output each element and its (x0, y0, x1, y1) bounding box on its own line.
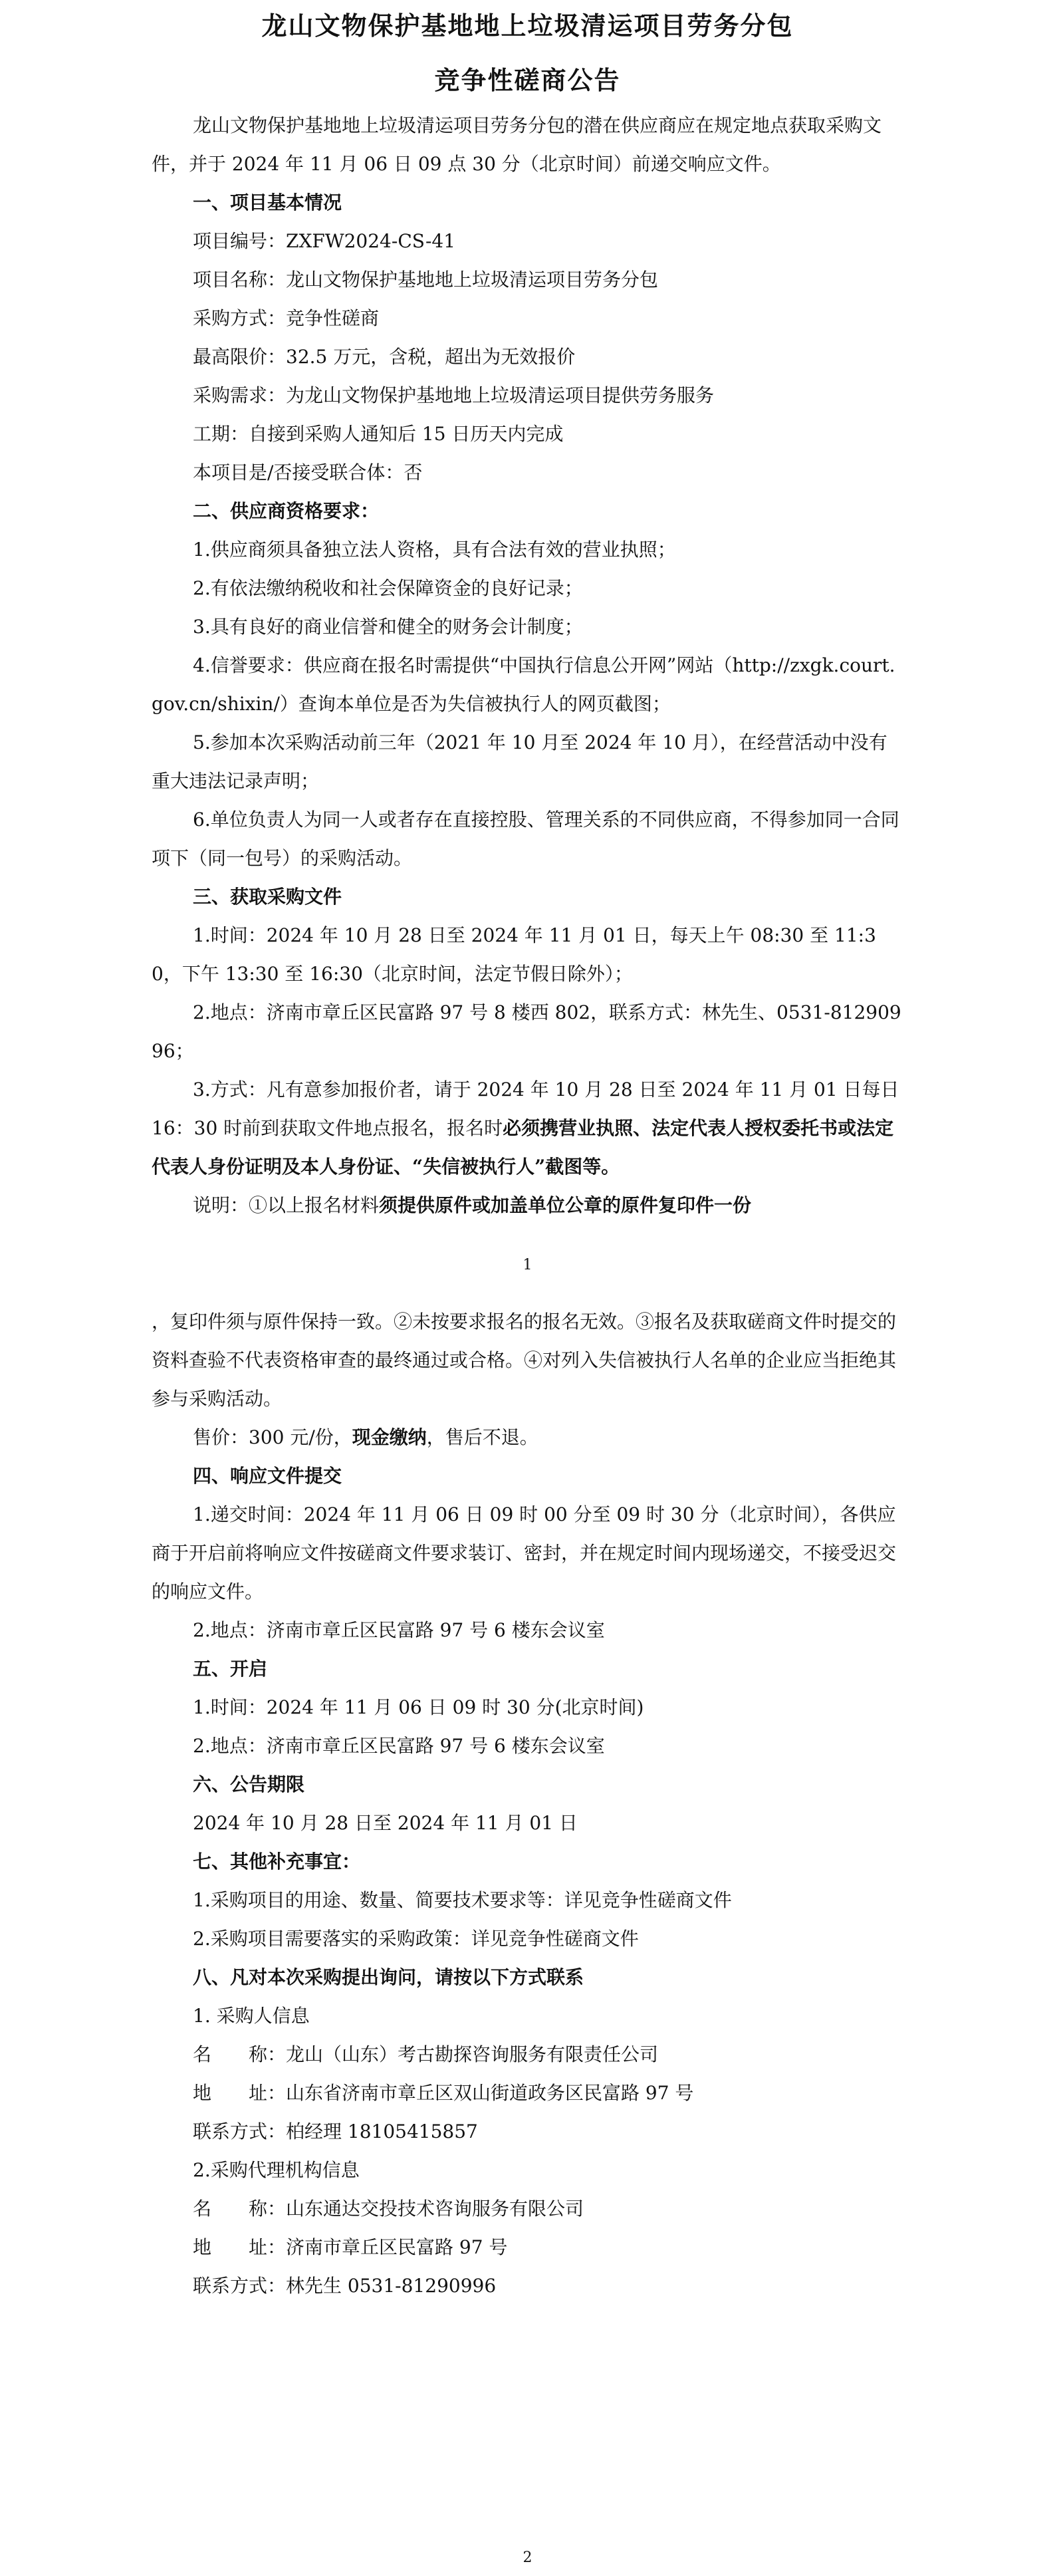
price-bold: 现金缴纳 (352, 1426, 427, 1448)
section-3-heading: 三、获取采购文件 (193, 886, 342, 908)
page-number: 2 (523, 2549, 532, 2566)
work-period: 工期：自接到采购人通知后 15 日历天内完成 (193, 423, 564, 445)
qualification-item: 6.单位负责人为同一人或者存在直接控股、管理关系的不同供应商，不得参加同一合同项下（同一包号）的采购活动。 (152, 809, 899, 869)
note-text: 说明：①以上报名材料 (193, 1194, 380, 1216)
qualification-item: 2.有依法缴纳税收和社会保障资金的良好记录； (193, 577, 583, 599)
purchaser-address: 地 址：山东省济南市章丘区双山街道政务区民富路 97 号 (193, 2082, 694, 2104)
agency-contact: 联系方式：林先生 0531-81290996 (193, 2275, 497, 2297)
agency-address: 地 址：济南市章丘区民富路 97 号 (193, 2236, 508, 2258)
procurement-method: 采购方式：竞争性磋商 (193, 307, 380, 329)
obtain-place: 2.地点：济南市章丘区民富路 97 号 8 楼西 802，联系方式：林先生、0531-81290996； (152, 1001, 901, 1062)
note-bold: 须提供原件或加盖单位公章的原件复印件一份 (379, 1194, 752, 1216)
submit-place: 2.地点：济南市章丘区民富路 97 号 6 楼东会议室 (193, 1619, 605, 1641)
section-8-heading: 八、凡对本次采购提出询问，请按以下方式联系 (193, 1966, 584, 1988)
price-text-end: ，售后不退。 (426, 1426, 538, 1448)
project-name: 项目名称：龙山文物保护基地地上垃圾清运项目劳务分包 (193, 269, 659, 291)
document-price (0, 1418, 1055, 1457)
page-number: 1 (523, 1257, 532, 1273)
purchaser-contact: 联系方式：柏经理 18105415857 (193, 2121, 478, 2142)
obtain-method (0, 1071, 1055, 1186)
section-4-heading: 四、响应文件提交 (193, 1465, 342, 1487)
obtain-method-bold: 必须携营业执照、法定代表人授权委托书或法定代表人身份证明及本人身份证、“失信被执行人”截图等。 (152, 1117, 894, 1178)
section-7-heading: 七、其他补充事宜： (193, 1851, 361, 1872)
agency-title: 2.采购代理机构信息 (193, 2159, 360, 2181)
supplementary-item: 1.采购项目的用途、数量、简要技术要求等：详见竞争性磋商文件 (193, 1889, 732, 1911)
agency-name: 名 称：山东通达交投技术咨询服务有限公司 (193, 2198, 584, 2220)
qualification-item: 3.具有良好的商业信誉和健全的财务会计制度； (193, 616, 583, 638)
document-title-line1: 龙山文物保护基地地上垃圾清运项目劳务分包 (261, 11, 794, 41)
document-title-line2: 竞争性磋商公告 (434, 65, 621, 95)
section-2-heading: 二、供应商资格要求： (193, 500, 380, 522)
max-price: 最高限价：32.5 万元，含税，超出为无效报价 (193, 346, 576, 368)
announcement-period: 2024 年 10 月 28 日至 2024 年 11 月 01 日 (193, 1812, 578, 1834)
document-page-2 (0, 1288, 1055, 2576)
obtain-method-text: 3.方式：凡有意参加报价者，请于 2024 年 10 月 28 日至 2024 年 11 月 01 日每日 16：30 时前到获取文件地点报名，报名时 (152, 1079, 899, 1139)
opening-time: 1.时间：2024 年 11 月 06 日 09 时 30 分(北京时间) (193, 1696, 644, 1718)
consortium: 本项目是/否接受联合体：否 (193, 461, 423, 483)
procurement-need: 采购需求：为龙山文物保护基地地上垃圾清运项目提供劳务服务 (193, 384, 715, 406)
purchaser-name: 名 称：龙山（山东）考古勘探咨询服务有限责任公司 (193, 2043, 659, 2065)
section-5-heading: 五、开启 (193, 1658, 268, 1680)
price-text: 售价：300 元/份， (193, 1426, 352, 1448)
qualification-item: 4.信誉要求：供应商在报名时需提供“中国执行信息公开网”网站（http://zxgk.court.gov.cn/shixin/）查询本单位是否为失信被执行人的网页截图； (152, 654, 895, 715)
section-6-heading: 六、公告期限 (193, 1773, 305, 1795)
submit-time: 1.递交时间：2024 年 11 月 06 日 09 时 00 分至 09 时 30 分（北京时间），各供应商于开启前将响应文件按磋商文件要求装订、密封，并在规定时间内现场递交，不接受迟交的响应文件。 (152, 1503, 897, 1603)
project-number: 项目编号：ZXFW2024-CS-41 (193, 230, 456, 252)
qualification-item: 1.供应商须具备独立法人资格，具有合法有效的营业执照； (193, 539, 676, 561)
page-1-content (0, 3, 1055, 1225)
obtain-note-continued: ，复印件须与原件保持一致。②未按要求报名的报名无效。③报名及获取磋商文件时提交的资料查验不代表资格审查的最终通过或合格。④对列入失信被执行人名单的企业应当拒绝其参与采购活动。 (152, 1311, 897, 1410)
intro-paragraph: 龙山文物保护基地地上垃圾清运项目劳务分包的潜在供应商应在规定地点获取采购文件，并于 2024 年 11 月 06 日 09 点 30 分（北京时间）前递交响应文件。 (152, 114, 882, 175)
page-2-content (0, 1303, 1055, 2305)
obtain-note-start (0, 1186, 1055, 1225)
obtain-time: 1.时间：2024 年 10 月 28 日至 2024 年 11 月 01 日，每天上午 08:30 至 11:30，下午 13:30 至 16:30（北京时间，法定节假日除外）； (152, 924, 876, 985)
section-1-heading: 一、项目基本情况 (193, 192, 342, 213)
opening-place: 2.地点：济南市章丘区民富路 97 号 6 楼东会议室 (193, 1735, 605, 1757)
qualification-item: 5.参加本次采购活动前三年（2021 年 10 月至 2024 年 10 月），在经营活动中没有重大违法记录声明； (152, 731, 887, 792)
supplementary-item: 2.采购项目需要落实的采购政策：详见竞争性磋商文件 (193, 1928, 639, 1950)
purchaser-title: 1. 采购人信息 (193, 2005, 310, 2027)
